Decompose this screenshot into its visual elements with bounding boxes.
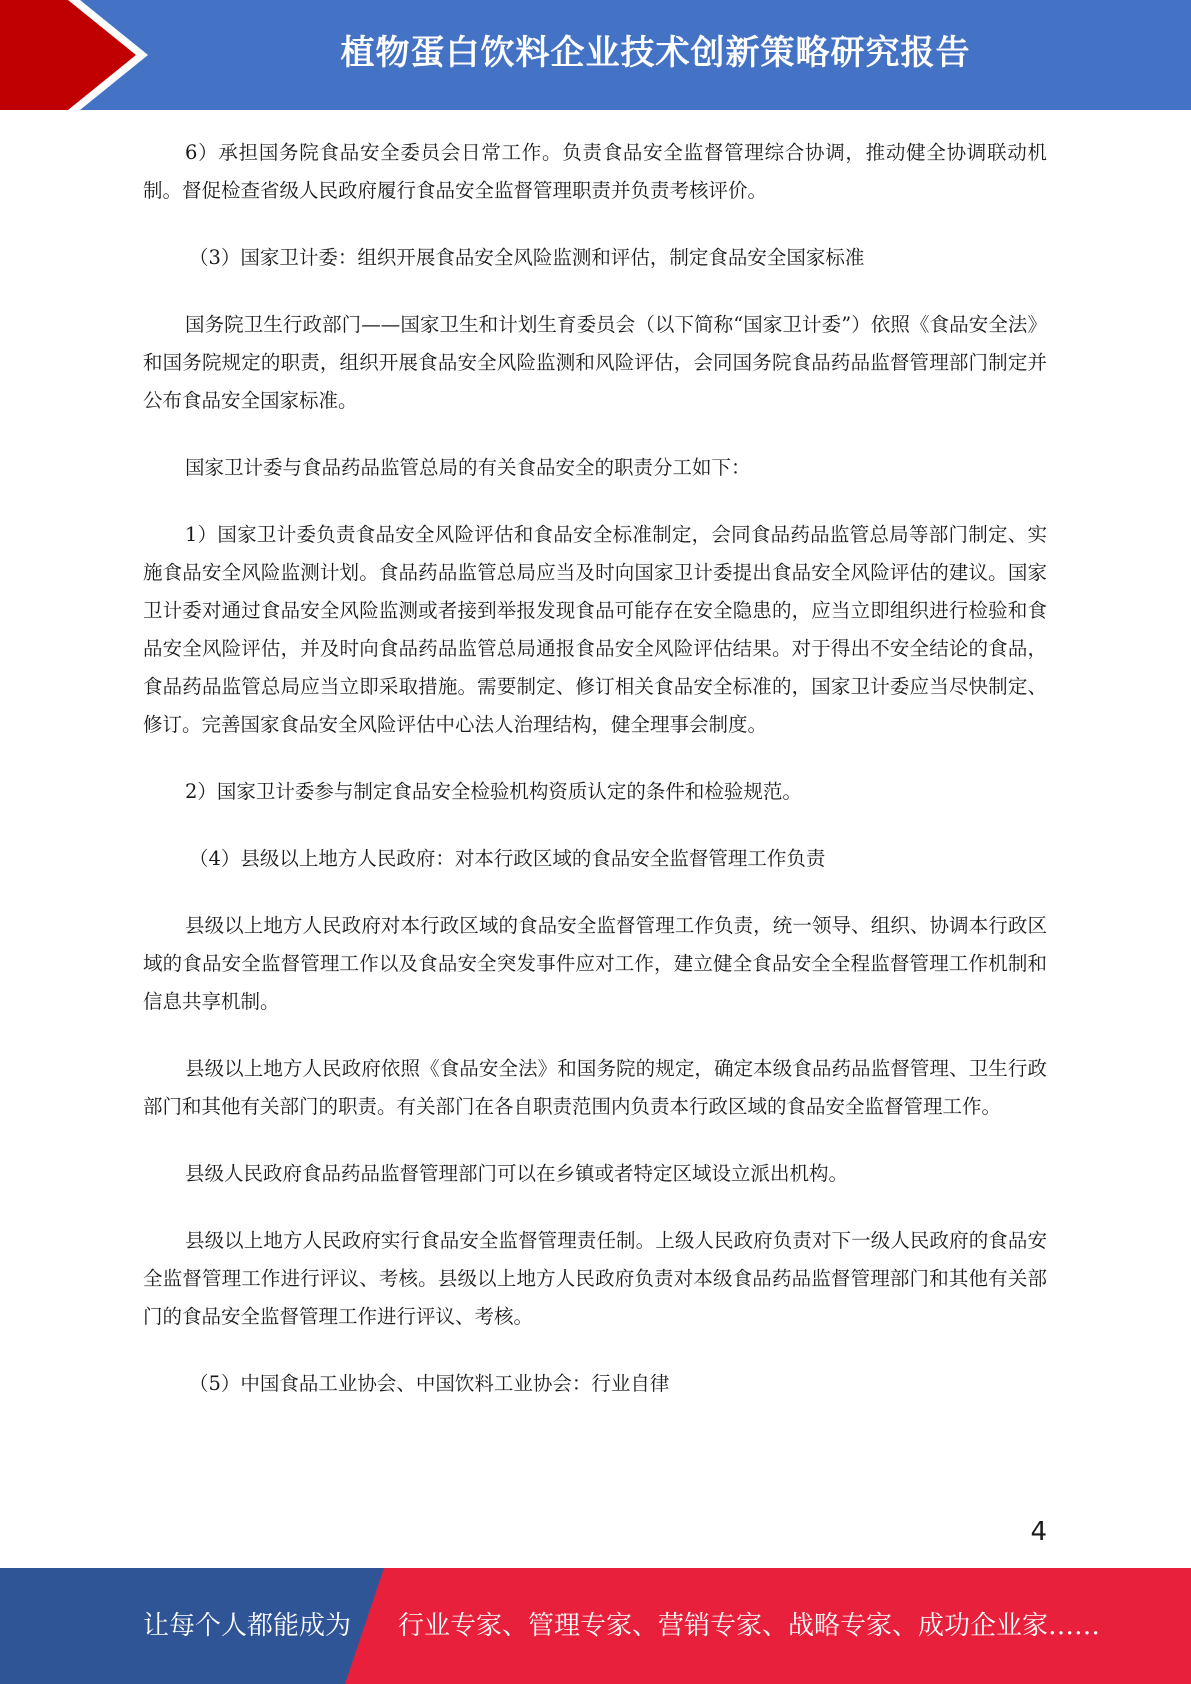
chevron-icon xyxy=(0,0,160,110)
footer-slogan-left: 让每个人都能成为 xyxy=(143,1611,352,1641)
report-title: 植物蛋白饮料企业技术创新策略研究报告 xyxy=(340,33,971,73)
paragraph: 2）国家卫计委参与制定食品安全检验机构资质认定的条件和检验规范。 xyxy=(185,780,802,803)
paragraph: 县级以上地方人民政府依照《食品安全法》和国务院的规定，确定本级食品药品监督管理、卫生行政部门和其他有关部门的职责。有关部门在各自职责范围内负责本行政区域的食品安全监督管理工作。 xyxy=(143,1057,1047,1118)
paragraph: 县级人民政府食品药品监督管理部门可以在乡镇或者特定区域设立派出机构。 xyxy=(185,1162,849,1185)
paragraph: 县级以上地方人民政府实行食品安全监督管理责任制。上级人民政府负责对下一级人民政府的食品安全监督管理工作进行评议、考核。县级以上地方人民政府负责对本级食品药品监督管理部门和其他有关部门的食品安全监督管理工作进行评议、考核。 xyxy=(143,1229,1047,1328)
paragraph: 1）国家卫计委负责食品安全风险评估和食品安全标准制定，会同食品药品监管总局等部门制定、实施食品安全风险监测计划。食品药品监管总局应当及时向国家卫计委提出食品安全风险评估的建议。国家卫计委对通过食品安全风险监测或者接到举报发现食品可能存在安全隐患的，应当立即组织进行检验和食品安全风险评估，并及时向食品药品监管总局通报食品安全风险评估结果。对于得出不安全结论的食品，食品药品监管总局应当立即采取措施。需要制定、修订相关食品安全标准的，国家卫计委应当尽快制定、修订。完善国家食品安全风险评估中心法人治理结构，健全理事会制度。 xyxy=(143,523,1047,736)
section-heading: （5）中国食品工业协会、中国饮料工业协会：行业自律 xyxy=(189,1372,670,1395)
document-body xyxy=(143,134,1047,1432)
paragraph: 国家卫计委与食品药品监管总局的有关食品安全的职责分工如下： xyxy=(185,456,751,479)
page-number: 4 xyxy=(1030,1517,1047,1547)
section-heading: （4）县级以上地方人民政府：对本行政区域的食品安全监督管理工作负责 xyxy=(189,847,826,870)
section-heading: （3）国家卫计委：组织开展食品安全风险监测和评估，制定食品安全国家标准 xyxy=(189,246,865,269)
page-footer xyxy=(0,1568,1191,1684)
page-header xyxy=(0,0,1191,110)
paragraph: 国务院卫生行政部门——国家卫生和计划生育委员会（以下简称“国家卫计委”）依照《食品安全法》和国务院规定的职责，组织开展食品安全风险监测和风险评估，会同国务院食品药品监督管理部门制定并公布食品安全国家标准。 xyxy=(143,313,1047,412)
footer-slogan-right: 行业专家、管理专家、营销专家、战略专家、成功企业家…… xyxy=(398,1611,1101,1641)
paragraph: 县级以上地方人民政府对本行政区域的食品安全监督管理工作负责，统一领导、组织、协调本行政区域的食品安全监督管理工作以及食品安全突发事件应对工作，建立健全食品安全全程监督管理工作机制和信息共享机制。 xyxy=(143,914,1047,1013)
paragraph: 6）承担国务院食品安全委员会日常工作。负责食品安全监督管理综合协调，推动健全协调联动机制。督促检查省级人民政府履行食品安全监督管理职责并负责考核评价。 xyxy=(143,141,1047,202)
